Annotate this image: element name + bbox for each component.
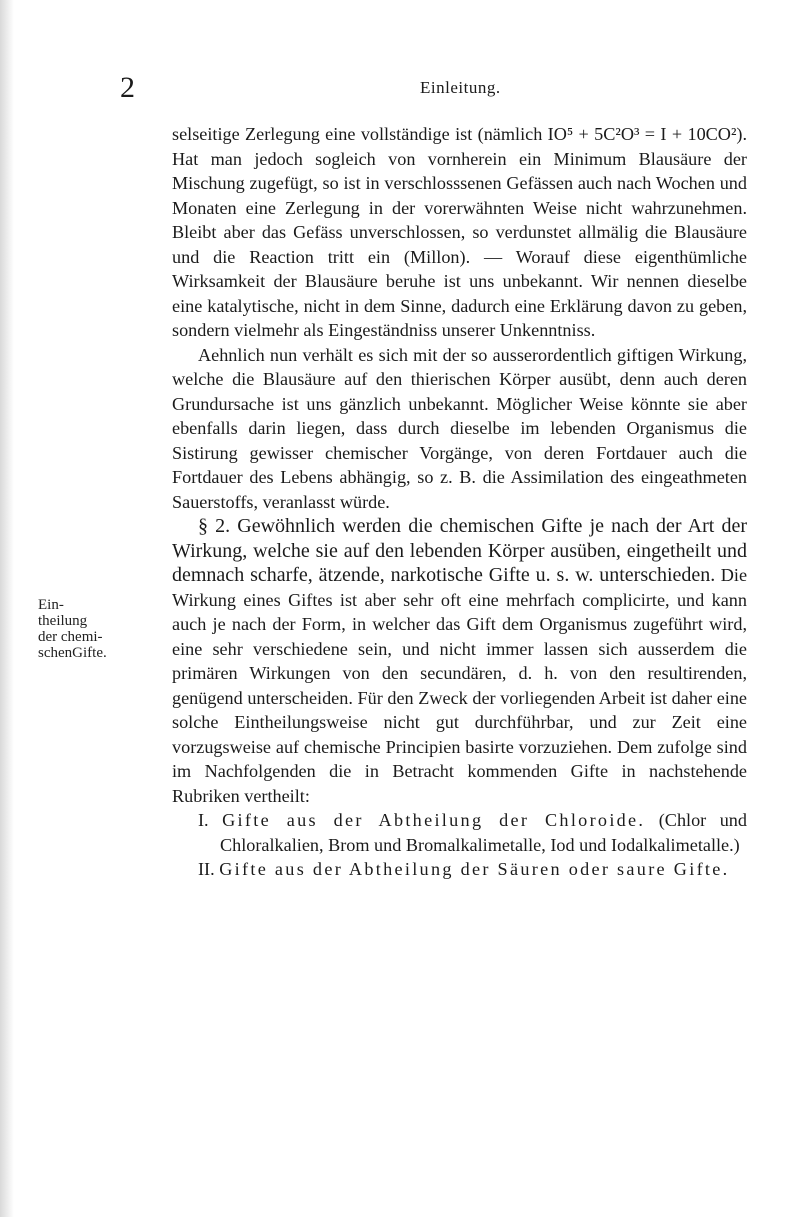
margin-note-line: Ein-	[38, 597, 64, 613]
list-numeral: I.	[198, 810, 209, 830]
margin-note	[38, 597, 130, 661]
poison-categories-list	[172, 808, 747, 882]
page-header	[0, 70, 800, 110]
running-head: Einleitung.	[420, 78, 501, 97]
section-2-rest: Die Wirkung eines Giftes ist aber sehr oft eine mehrfach complicirte, und kann auch je nach der Form, in welcher das Gift dem Organismus zugeführt wird, eine sehr verschiedene sein, und nicht immer lassen sich ausserdem die primären Wirkungen von den secundären, d. h. von den resultirenden, genügend unterscheiden. Für den Zweck der vorliegenden Arbeit ist daher eine solche Eintheilungsweise nicht gut durchführbar, und zur Zeit eine vorzugsweise auf chemische Principien basirte vorzuziehen. Dem zufolge sind im Nachfolgenden die in Betracht kommenden Gifte in nachstehende Rubriken vertheilt:	[172, 565, 748, 806]
list-numeral: II.	[198, 859, 215, 879]
margin-note-line: schenGifte.	[38, 645, 107, 661]
paragraph-blausaeure: Aehnlich nun verhält es sich mit der so ausserordentlich giftigen Wirkung, welche die Blausäure auf den thierischen Körper ausübt, denn auch deren Grundursache ist uns gänzlich unbekannt. Möglicher Weise könnte sie aber ebenfalls darin liegen, dass durch dieselbe im lebenden Organismus die Sistirung gewisser chemischer Vorgänge, von deren Fortdauer auch die Fortdauer des Lebens abhängig, so z. B. die Assimilation des eingeathmeten Sauerstoffs, veranlasst würde.	[172, 344, 747, 512]
list-item	[172, 808, 747, 857]
paragraph-section-2	[172, 514, 747, 808]
body-text	[172, 122, 747, 882]
list-heading: Gifte aus der Abtheilung der Säuren oder saure Gifte.	[219, 859, 730, 879]
paragraph-continuation: selseitige Zerlegung eine vollständige ist (nämlich IO⁵ + 5C²O³ = I + 10CO²). Hat man jedoch sogleich von vornherein ein Minimum Blausäure der Mischung zugefügt, so ist in verschlosssenen Gefässen auch nach Wochen und Monaten eine Zerlegung in der vorerwähnten Weise nicht wahrzunehmen. Bleibt aber das Gefäss unverschlossen, so verdunstet allmälig die Blausäure und die Reaction tritt ein (Millon). — Worauf diese eigenthümliche Wirksamkeit der Blausäure beruhe ist uns unbekannt. Wir nennen dieselbe eine katalytische, nicht in dem Sinne, dadurch eine Erklärung davon zu geben, sondern vielmehr als Eingeständniss unserer Unkenntniss.	[172, 124, 747, 340]
margin-note-line: theilung	[38, 613, 88, 629]
list-heading: Gifte aus der Abtheilung der Chloroide.	[222, 810, 646, 830]
section-2-lead: § 2. Gewöhnlich werden die chemischen Gifte je nach der Art der Wirkung, welche sie auf den lebenden Körper ausüben, eingetheilt und demnach scharfe, ätzende, narkotische Gifte u. s. w. unterschieden.	[172, 515, 747, 586]
list-item	[172, 857, 747, 882]
page-edge-shadow	[0, 0, 14, 1217]
margin-note-line: der chemi-	[38, 629, 103, 645]
list-detail: (Chlor und Chloralkalien, Brom und Bromalkalimetalle, Iod und Iodalkalimetalle.)	[220, 810, 747, 855]
page-number: 2	[120, 71, 135, 104]
